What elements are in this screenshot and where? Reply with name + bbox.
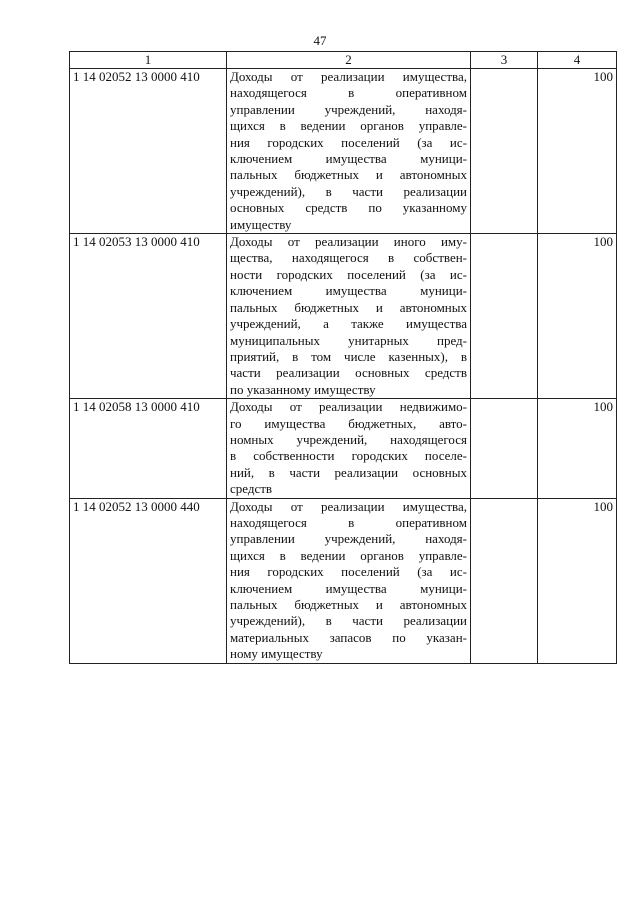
description-line: ности городских поселений (за ис- [230,266,467,282]
percent-value-cell: 100 [538,498,617,663]
description-line: ключением имущества муници- [230,151,467,167]
description-line: учреждений, а также имущества [230,316,467,332]
col3-cell [471,498,538,663]
description-line: ключением имущества муници- [230,580,467,596]
description-line: щихся в ведении органов управле- [230,547,467,563]
description-line: ния городских поселений (за ис- [230,134,467,150]
description-line: учреждений), в части реализации [230,613,467,629]
percent-value-cell: 100 [538,234,617,399]
page-number: 47 [313,33,327,48]
header-col-2: 2 [227,52,471,69]
header-col-4: 4 [538,52,617,69]
header-col-3: 3 [471,52,538,69]
col3-cell [471,399,538,498]
description-line: учреждений), в части реализации [230,183,467,199]
revenue-table [69,51,617,664]
col3-cell [471,234,538,399]
description-line: пальных бюджетных и автономных [230,597,467,612]
description-line: средств [230,481,273,497]
revenue-code-cell: 1 14 02053 13 0000 410 [70,234,227,399]
description-line: ключением имущества муници- [230,283,467,299]
description-line: управлении учреждений, находя- [230,531,467,547]
description-line: в собственности городских поселе- [230,448,467,464]
description-line: основных средств по указанному [230,200,467,216]
description-line: Доходы от реализации имущества, [230,498,467,514]
percent-value-cell: 100 [538,69,617,234]
description-line: ния городских поселений (за ис- [230,564,467,580]
table-row [70,69,617,234]
description-line: щихся в ведении органов управле- [230,118,467,134]
revenue-description-cell [227,234,471,399]
header-col-1: 1 [70,52,227,69]
description-line: имуществу [230,216,292,232]
description-line: Доходы от реализации имущества, [230,69,467,84]
description-line: управлении учреждений, находя- [230,101,467,117]
description-line: пальных бюджетных и автономных [230,299,467,315]
description-line: части реализации основных средств [230,365,467,381]
revenue-description-cell [227,69,471,234]
header-row [70,52,617,69]
revenue-description-cell [227,399,471,498]
col3-cell [471,69,538,234]
description-line: по указанному имуществу [230,381,376,397]
description-line: находящегося в оперативном [230,514,467,530]
revenue-code-cell: 1 14 02058 13 0000 410 [70,399,227,498]
description-line: приятий, в том числе казенных), в [230,348,467,364]
table-row [70,498,617,663]
description-line: материальных запасов по указан- [230,629,467,645]
revenue-code-cell: 1 14 02052 13 0000 440 [70,498,227,663]
description-line: ний, в части реализации основных [230,464,467,480]
description-line: ному имуществу [230,646,323,662]
table-row [70,234,617,399]
revenue-description-cell [227,498,471,663]
table-row [70,399,617,498]
table-body [70,69,617,664]
percent-value-cell: 100 [538,399,617,498]
description-line: номных учреждений, находящегося [230,431,467,447]
description-line: муниципальных унитарных пред- [230,332,467,348]
revenue-code-cell: 1 14 02052 13 0000 410 [70,69,227,234]
description-line: пальных бюджетных и автономных [230,167,467,183]
description-line: го имущества бюджетных, авто- [230,415,467,431]
description-line: Доходы от реализации иного иму- [230,234,467,250]
description-line: Доходы от реализации недвижимо- [230,399,467,415]
description-line: находящегося в оперативном [230,85,467,101]
description-line: щества, находящегося в собствен- [230,250,467,266]
